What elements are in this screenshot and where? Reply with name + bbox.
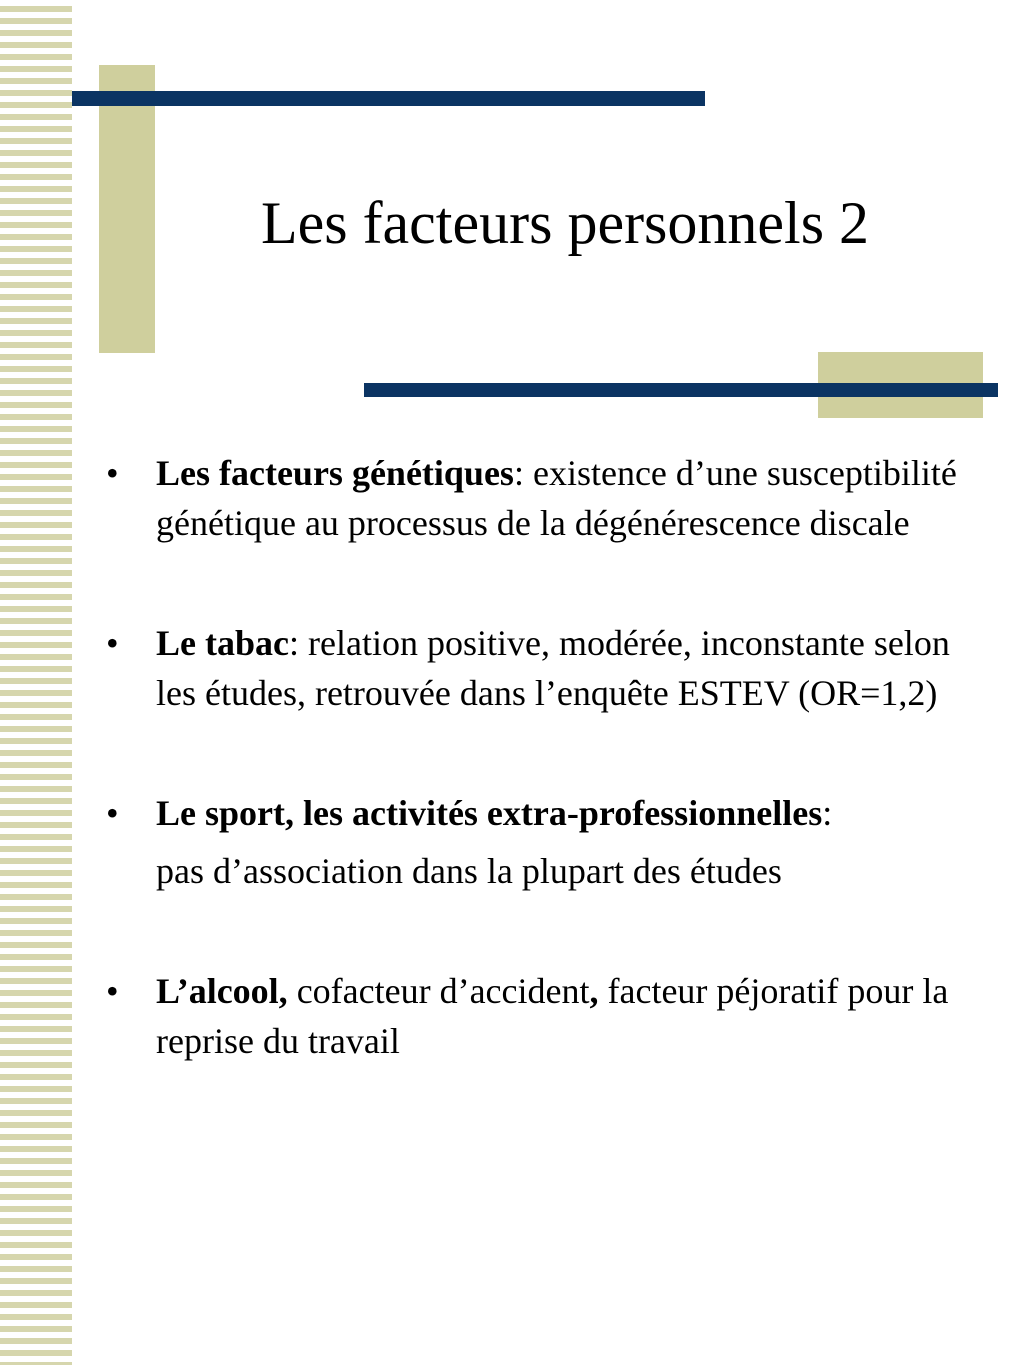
bullet-genetic-factors <box>100 448 970 548</box>
bottom-rule <box>364 383 998 397</box>
bullet-alcohol <box>100 966 970 1066</box>
side-stripe-decoration <box>0 0 72 1365</box>
bullet-icon: • <box>106 623 119 663</box>
bullet-comma: , <box>589 971 599 1011</box>
bullet-separator: : <box>513 453 533 493</box>
bullet-list <box>100 448 970 1066</box>
title-accent-bar <box>99 65 155 353</box>
bullet-term: Le sport, les activités extra-professionnelles <box>156 793 823 833</box>
bullet-text: pas d’association dans la plupart des études <box>156 851 782 891</box>
bullet-tobacco <box>100 618 970 718</box>
bullet-text: facteur péjoratif pour la reprise du travail <box>156 971 949 1061</box>
bullet-text: existence d’une susceptibilité génétique au processus de la dégénérescence discale <box>156 453 957 543</box>
bullet-icon: • <box>106 793 119 833</box>
slide-title: Les facteurs personnels 2 <box>260 190 870 256</box>
bullet-separator: : <box>288 623 308 663</box>
bullet-term: Le tabac <box>156 623 289 663</box>
bullet-text: cofacteur d’accident <box>296 971 590 1011</box>
bullet-sport <box>100 788 970 896</box>
bullet-term: Les facteurs génétiques <box>156 453 514 493</box>
bullet-text: relation positive, modérée, inconstante selon les études, retrouvée dans l’enquête ESTEV (OR=1,2) <box>156 623 950 713</box>
top-rule <box>72 91 705 106</box>
bullet-term: L’alcool, <box>156 971 288 1011</box>
bullet-icon: • <box>106 971 119 1011</box>
bullet-icon: • <box>106 453 119 493</box>
bullet-separator <box>288 971 297 1011</box>
bullet-separator: : <box>822 793 833 833</box>
